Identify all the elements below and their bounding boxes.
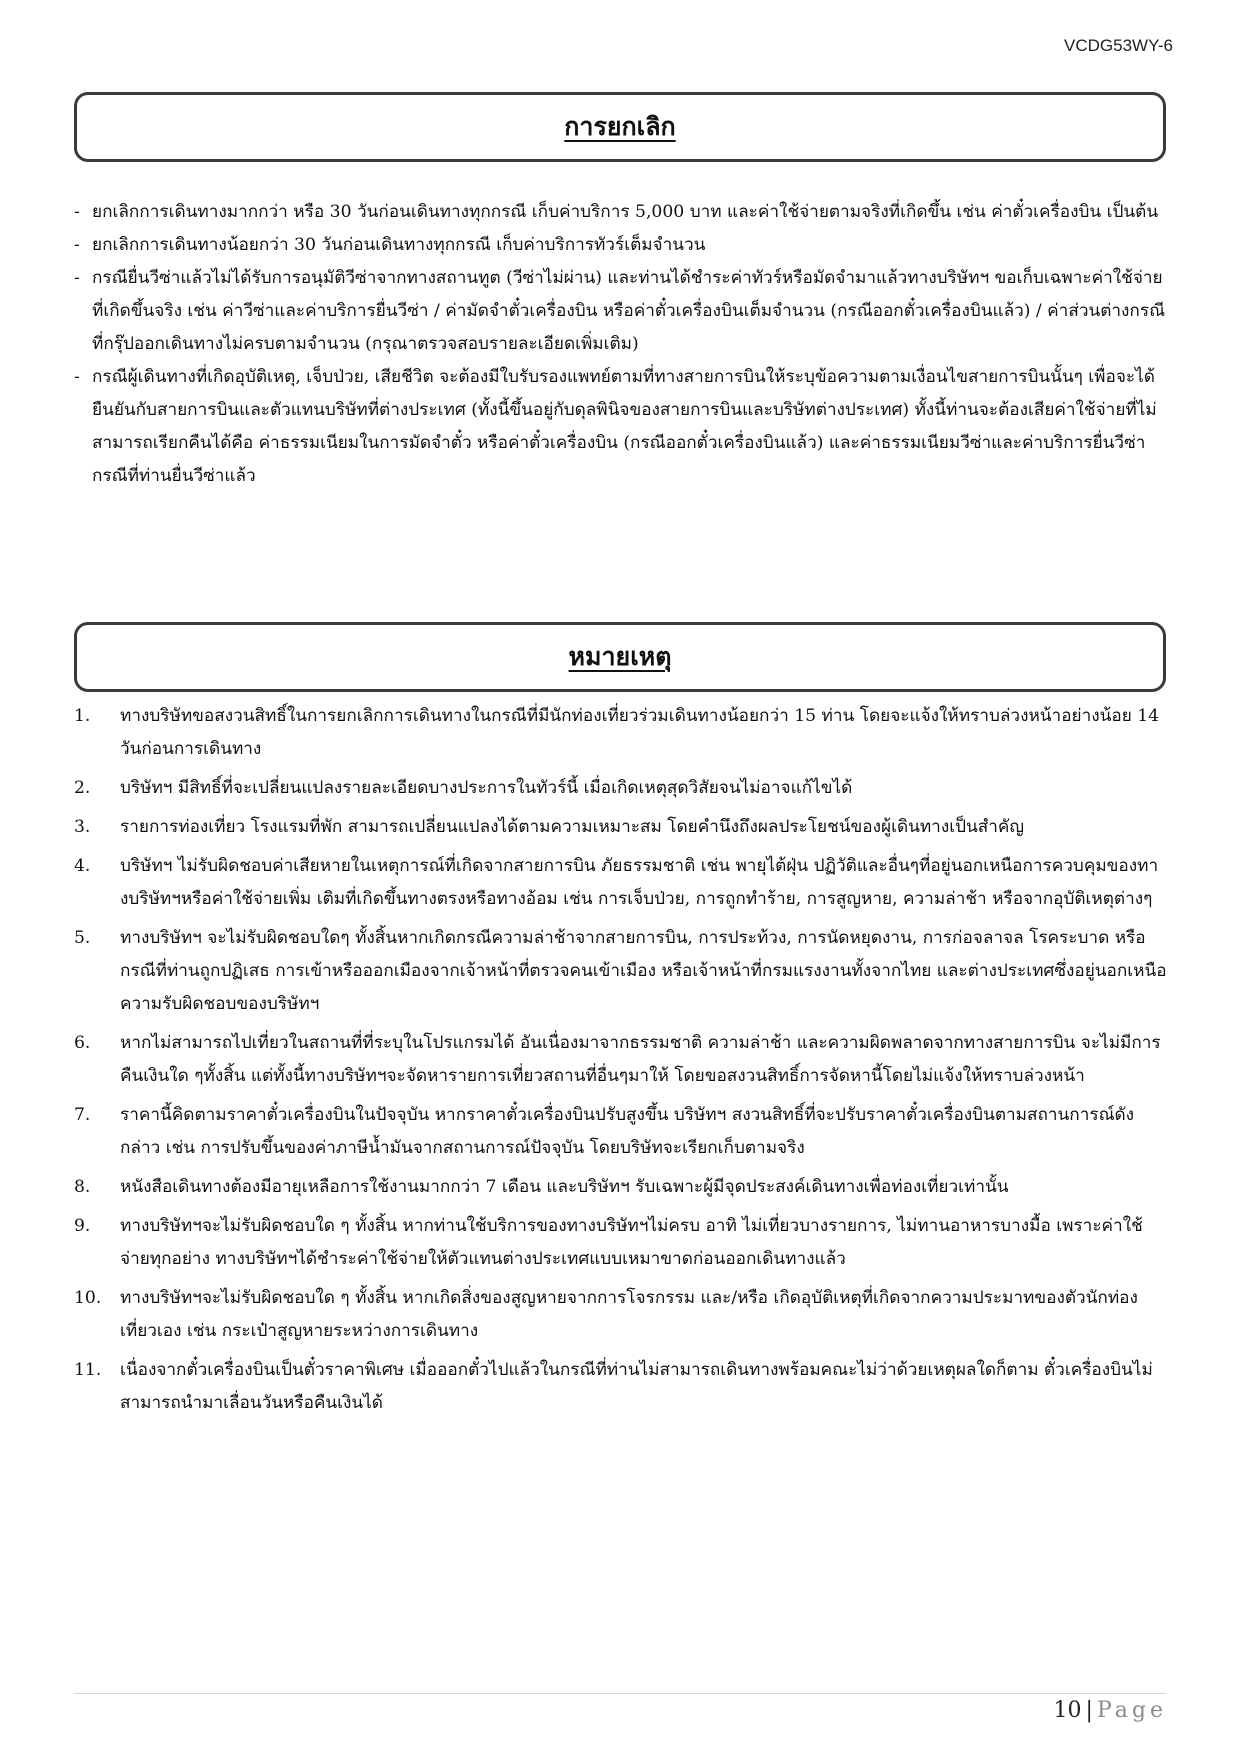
- page-word: Page: [1096, 1698, 1167, 1723]
- note-text: ทางบริษัทขอสงวนสิทธิ์ในการยกเลิกการเดินทางในกรณีที่มีนักท่องเที่ยวร่วมเดินทางน้อยกว่า 15 ท่าน โดยจะแจ้งให้ทราบล่วงหน้าอย่างน้อย 14 วันก่อนการเดินทาง: [120, 706, 1160, 759]
- cancellation-item: - กรณีผู้เดินทางที่เกิดอุบัติเหตุ, เจ็บป่วย, เสียชีวิต จะต้องมีใบรับรองแพทย์ตามที่ทางสายการบินให้ระบุข้อความตามเงื่อนไขสายการบินนั้นๆ เพื่อจะได้ยืนยันกับสายการบินและตัวแทนบริษัทที่ต่างประเทศ (ทั้งนี้ขึ้นอยู่กับดุลพินิจของสายการบินและบริษัทต่างประเทศ) ทั้งนี้ท่านจะต้องเสียค่าใช้จ่ายที่ไม่สามารถเรียกคืนได้คือ ค่าธรรมเนียมในการมัดจำตั๋ว หรือค่าตั๋วเครื่องบิน (กรณีออกตั๋วเครื่องบินแล้ว) และค่าธรรมเนียมวีซ่าและค่าบริการยื่นวีซ่ากรณีที่ท่านยื่นวีซ่าแล้ว: [74, 361, 1172, 493]
- note-text: หากไม่สามารถไปเที่ยวในสถานที่ที่ระบุในโปรแกรมได้ อันเนื่องมาจากธรรมชาติ ความล่าช้า และความผิดพลาดจากทางสายการบิน จะไม่มีการคืนเงินใด ๆทั้งสิ้น แต่ทั้งนี้ทางบริษัทฯจะจัดหารายการเที่ยวสถานที่อื่นๆมาให้ โดยขอสงวนสิทธิ์การจัดหานี้โดยไม่แจ้งให้ทราบล่วงหน้า: [120, 1033, 1161, 1086]
- note-text: ราคานี้คิดตามราคาตั๋วเครื่องบินในปัจจุบัน หากราคาตั๋วเครื่องบินปรับสูงขึ้น บริษัทฯ สงวนสิทธิ์ที่จะปรับราคาตั๋วเครื่องบินตามสถานการณ์ดังกล่าว เช่น การปรับขึ้นของค่าภาษีน้ำมันจากสถานการณ์ปัจจุบัน โดยบริษัทจะเรียกเก็บตามจริง: [120, 1105, 1135, 1158]
- notes-list: [74, 700, 1172, 1426]
- page-footer: [1054, 1698, 1167, 1723]
- note-item: [74, 850, 1172, 916]
- note-text: หนังสือเดินทางต้องมีอายุเหลือการใช้งานมากกว่า 7 เดือน และบริษัทฯ รับเฉพาะผู้มีจุดประสงค์เดินทางเพื่อท่องเที่ยวเท่านั้น: [120, 1177, 1009, 1197]
- note-number: 5.: [74, 928, 91, 948]
- note-text: ทางบริษัทฯจะไม่รับผิดชอบใด ๆ ทั้งสิ้น หากเกิดสิ่งของสูญหายจากการโจรกรรม และ/หรือ เกิดอุบัติเหตุที่เกิดจากความประมาทของตัวนักท่องเที่ยวเอง เช่น กระเป๋าสูญหายระหว่างการเดินทาง: [120, 1288, 1138, 1341]
- note-item: [74, 1099, 1172, 1165]
- note-number: 11.: [74, 1360, 102, 1380]
- note-text: ทางบริษัทฯจะไม่รับผิดชอบใด ๆ ทั้งสิ้น หากท่านใช้บริการของทางบริษัทฯไม่ครบ อาทิ ไม่เที่ยวบางรายการ, ไม่ทานอาหารบางมื้อ เพราะค่าใช้จ่ายทุกอย่าง ทางบริษัทฯได้ชำระค่าใช้จ่ายให้ตัวแทนต่างประเทศแบบเหมาขาดก่อนออกเดินทางแล้ว: [120, 1216, 1143, 1269]
- note-item: [74, 922, 1172, 1021]
- note-number: 9.: [74, 1216, 91, 1236]
- page-separator: |: [1085, 1698, 1093, 1723]
- cancellation-list: [74, 196, 1172, 493]
- notes-heading: หมายเหตุ: [568, 642, 672, 671]
- notes-heading-box: [74, 622, 1166, 692]
- note-number: 6.: [74, 1033, 91, 1053]
- cancellation-item: - ยกเลิกการเดินทางมากกว่า หรือ 30 วันก่อนเดินทางทุกกรณี เก็บค่าบริการ 5,000 บาท และค่าใช้จ่ายตามจริงที่เกิดขึ้น เช่น ค่าตั๋วเครื่องบิน เป็นต้น: [74, 196, 1172, 229]
- note-text: ทางบริษัทฯ จะไม่รับผิดชอบใดๆ ทั้งสิ้นหากเกิดกรณีความล่าช้าจากสายการบิน, การประท้วง, การนัดหยุดงาน, การก่อจลาจล โรคระบาด หรือกรณีที่ท่านถูกปฏิเสธ การเข้าหรือออกเมืองจากเจ้าหน้าที่ตรวจคนเข้าเมือง หรือเจ้าหน้าที่กรมแรงงานทั้งจากไทย และต่างประเทศซึ่งอยู่นอกเหนือความรับผิดชอบของบริษัทฯ: [120, 928, 1167, 1014]
- note-text: บริษัทฯ ไม่รับผิดชอบค่าเสียหายในเหตุการณ์ที่เกิดจากสายการบิน ภัยธรรมชาติ เช่น พายุไต้ฝุ่น ปฏิวัติและอื่นๆที่อยู่นอกเหนือการควบคุมของทางบริษัทฯหรือค่าใช้จ่ายเพิ่ม เติมที่เกิดขึ้นทางตรงหรือทางอ้อม เช่น การเจ็บป่วย, การถูกทำร้าย, การสูญหาย, ความล่าช้า หรือจากอุบัติเหตุต่างๆ: [120, 856, 1159, 909]
- document-code: VCDG53WY-6: [1064, 36, 1173, 55]
- note-number: 4.: [74, 856, 91, 876]
- note-number: 3.: [74, 817, 91, 837]
- note-number: 1.: [74, 706, 91, 726]
- cancellation-heading: การยกเลิก: [564, 112, 676, 141]
- cancellation-heading-box: [74, 92, 1166, 162]
- note-item: [74, 700, 1172, 766]
- note-number: 7.: [74, 1105, 91, 1125]
- note-item: [74, 1282, 1172, 1348]
- note-number: 8.: [74, 1177, 91, 1197]
- note-item: [74, 1354, 1172, 1420]
- note-number: 2.: [74, 778, 91, 798]
- note-text: รายการท่องเที่ยว โรงแรมที่พัก สามารถเปลี่ยนแปลงได้ตามความเหมาะสม โดยคำนึงถึงผลประโยชน์ของผู้เดินทางเป็นสำคัญ: [120, 817, 1025, 837]
- note-number: 10.: [74, 1288, 102, 1308]
- note-item: [74, 811, 1172, 844]
- page-number: 10: [1053, 1698, 1082, 1723]
- note-item: [74, 1210, 1172, 1276]
- cancellation-item: - กรณียื่นวีซ่าแล้วไม่ได้รับการอนุมัติวีซ่าจากทางสถานทูต (วีซ่าไม่ผ่าน) และท่านได้ชำระค่าทัวร์หรือมัดจำมาแล้วทางบริษัทฯ ขอเก็บเฉพาะค่าใช้จ่ายที่เกิดขึ้นจริง เช่น ค่าวีซ่าและค่าบริการยื่นวีซ่า / ค่ามัดจำตั๋วเครื่องบิน หรือค่าตั๋วเครื่องบินเต็มจำนวน (กรณีออกตั๋วเครื่องบินแล้ว) / ค่าส่วนต่างกรณีที่กรุ๊ปออกเดินทางไม่ครบตามจำนวน (กรุณาตรวจสอบรายละเอียดเพิ่มเติม): [74, 262, 1172, 361]
- note-item: [74, 772, 1172, 805]
- footer-divider: [74, 1693, 1166, 1694]
- note-item: [74, 1027, 1172, 1093]
- note-text: เนื่องจากตั๋วเครื่องบินเป็นตั๋วราคาพิเศษ เมื่อออกตั๋วไปแล้วในกรณีที่ท่านไม่สามารถเดินทางพร้อมคณะไม่ว่าด้วยเหตุผลใดก็ตาม ตั๋วเครื่องบินไม่สามารถนำมาเลื่อนวันหรือคืนเงินได้: [120, 1360, 1153, 1413]
- cancellation-item: - ยกเลิกการเดินทางน้อยกว่า 30 วันก่อนเดินทางทุกกรณี เก็บค่าบริการทัวร์เต็มจำนวน: [74, 229, 1172, 262]
- note-item: [74, 1171, 1172, 1204]
- note-text: บริษัทฯ มีสิทธิ์ที่จะเปลี่ยนแปลงรายละเอียดบางประการในทัวร์นี้ เมื่อเกิดเหตุสุดวิสัยจนไม่อาจแก้ไขได้: [120, 778, 853, 798]
